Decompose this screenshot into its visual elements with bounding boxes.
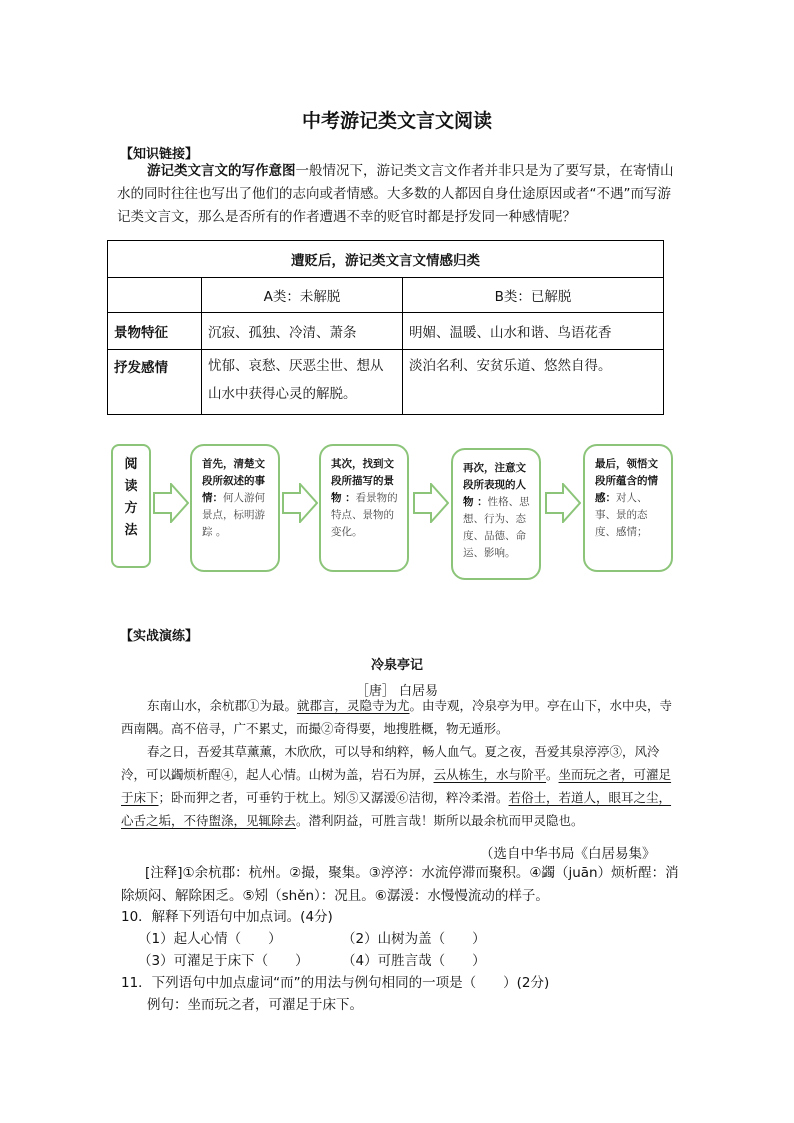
col-a-header: A类：未解脱 — [202, 278, 403, 313]
knowledge-text: 一般情况下，游记类文言文作者并非只是为了要写景，在寄情山水的同时往往也写出了他们的志向或者情感。大多数的人都因自身仕途原因或者“不遇”而写游记类文言文，那么是否所有的作者遭遇不幸的贬官时都是抒发同一种感情呢？ — [117, 163, 674, 225]
step-3-bold: 再次，注意文段所表现的人物 ： — [463, 462, 526, 508]
step-3-text: 性格、思想、行为、态度、品德、命运、影响。 — [463, 496, 530, 559]
method-step-4 — [583, 444, 673, 572]
method-side-label — [111, 444, 151, 568]
p2-text-d: 。潜利阴益，可胜言哉！斯所以最余杭而甲灵隐也。 — [296, 813, 584, 828]
practice-heading: 【实战演练】 — [120, 629, 199, 644]
arrow-right-icon — [413, 483, 449, 523]
passage-source: （选自中华书局《白居易集》 — [480, 846, 656, 862]
p2-text-c: ；卧而狎之者，可垂钓于枕上。矧⑤又潺湲⑥洁彻，粹冷柔滑。 — [158, 790, 509, 805]
method-step-2 — [319, 444, 409, 572]
cell-a: 忧郁、哀愁、厌恶尘世、想从山水中获得心灵的解脱。 — [202, 350, 403, 415]
p2-underlined-3: 若俗士，若道人，眼耳之尘，心舌之垢，不待盥涤，见辄除去 — [121, 790, 672, 828]
method-side-text: 阅读方法 — [124, 457, 138, 538]
question-11: 11．下列语句中加点虚词“而”的用法与例句相同的一项是（ ）(2分) — [121, 975, 550, 991]
passage-title: 冷泉亭记 — [370, 658, 423, 673]
passage-author: ［唐］ 白居易 — [355, 684, 439, 699]
cell-b: 明媚、温暖、山水和谐、鸟语花香 — [403, 313, 664, 350]
notes-text: [注释]①余杭郡：杭州。②撮，聚集。③渟渟：水流停滞而聚积。④蠲（juān）烦析酲：消除烦闷、解除困乏。⑤矧（shěn）：况且。⑥潺湲：水慢慢流动的样子。 — [121, 865, 679, 904]
table-row — [108, 350, 664, 415]
p2-underlined-2: 坐而玩之者，可濯足于床下 — [121, 767, 672, 805]
method-step-3 — [451, 448, 541, 580]
table-row — [108, 313, 664, 350]
p1-text-b: 。由寺观，冷泉亭为甲。亭在山下，水中央，寺西南隅。高不倍寻，广不累丈，而撮②奇得要，地搜胜概，物无遁形。 — [121, 698, 673, 736]
knowledge-heading: 【知识链接】 — [120, 147, 199, 162]
row-label: 抒发感情 — [108, 350, 202, 415]
p2-underlined-1: 云从栋生，水与阶平 — [433, 767, 547, 782]
passage-paragraph-1 — [121, 694, 677, 740]
step-2-text: 看景物的特点、景物的变化。 — [331, 492, 398, 538]
step-1-text: 何人游何景点，标明游踪 。 — [202, 492, 265, 538]
q10-item: （1）起人心情（ ） — [138, 931, 282, 947]
table-corner — [108, 278, 202, 313]
method-step-1 — [190, 444, 280, 572]
reading-method-flow — [106, 440, 686, 580]
p2-text-a: 春之日，吾爱其草薰薰，木欣欣，可以导和纳粹，畅人血气。夏之夜，吾爱其泉渟渟③，风泠泠，可以蠲烦析酲④，起人心情。山树为盖，岩石为屏， — [121, 744, 660, 782]
cell-a: 沉寂、孤独、冷清、萧条 — [202, 313, 403, 350]
step-1-bold: 首先，清楚文段所叙述的事情： — [202, 458, 265, 504]
q10-item: （3）可濯足于床下（ ） — [138, 953, 309, 969]
emotion-table — [107, 240, 664, 415]
cell-b: 淡泊名利、安贫乐道、悠然自得。 — [403, 350, 664, 415]
table-header: 遭贬后，游记类文言文情感归类 — [108, 241, 664, 278]
arrow-right-icon — [545, 483, 581, 523]
col-b-header: B类：已解脱 — [403, 278, 664, 313]
passage-paragraph-2 — [121, 740, 677, 832]
p1-text-a: 东南山水，余杭郡①为最。 — [147, 698, 298, 713]
q11-example: 例句：坐而玩之者，可濯足于床下。 — [147, 997, 363, 1013]
arrow-right-icon — [282, 483, 318, 523]
p2-text-b: 。 — [546, 767, 559, 782]
p1-underlined: 就郡言，灵隐寺为尤 — [297, 698, 410, 713]
knowledge-lead: 游记类文言文的写作意图 — [147, 163, 296, 179]
arrow-right-icon — [153, 483, 189, 523]
page-title: 中考游记类文言文阅读 — [301, 110, 492, 132]
question-10: 10．解释下列语句中加点词。(4分) — [121, 909, 333, 925]
q10-item: （2）山树为盖（ ） — [342, 931, 486, 947]
step-2-bold: 其次，找到文段所描写的景物 ： — [331, 458, 394, 504]
step-4-bold: 最后，领悟文段所蕴含的情感： — [595, 458, 658, 504]
row-label: 景物特征 — [108, 313, 202, 350]
knowledge-paragraph — [117, 160, 677, 229]
passage-notes — [121, 862, 691, 908]
step-4-text: 对人、事、景的态度、感情； — [595, 492, 648, 538]
q10-item: （4）可胜言哉（ ） — [342, 953, 486, 969]
